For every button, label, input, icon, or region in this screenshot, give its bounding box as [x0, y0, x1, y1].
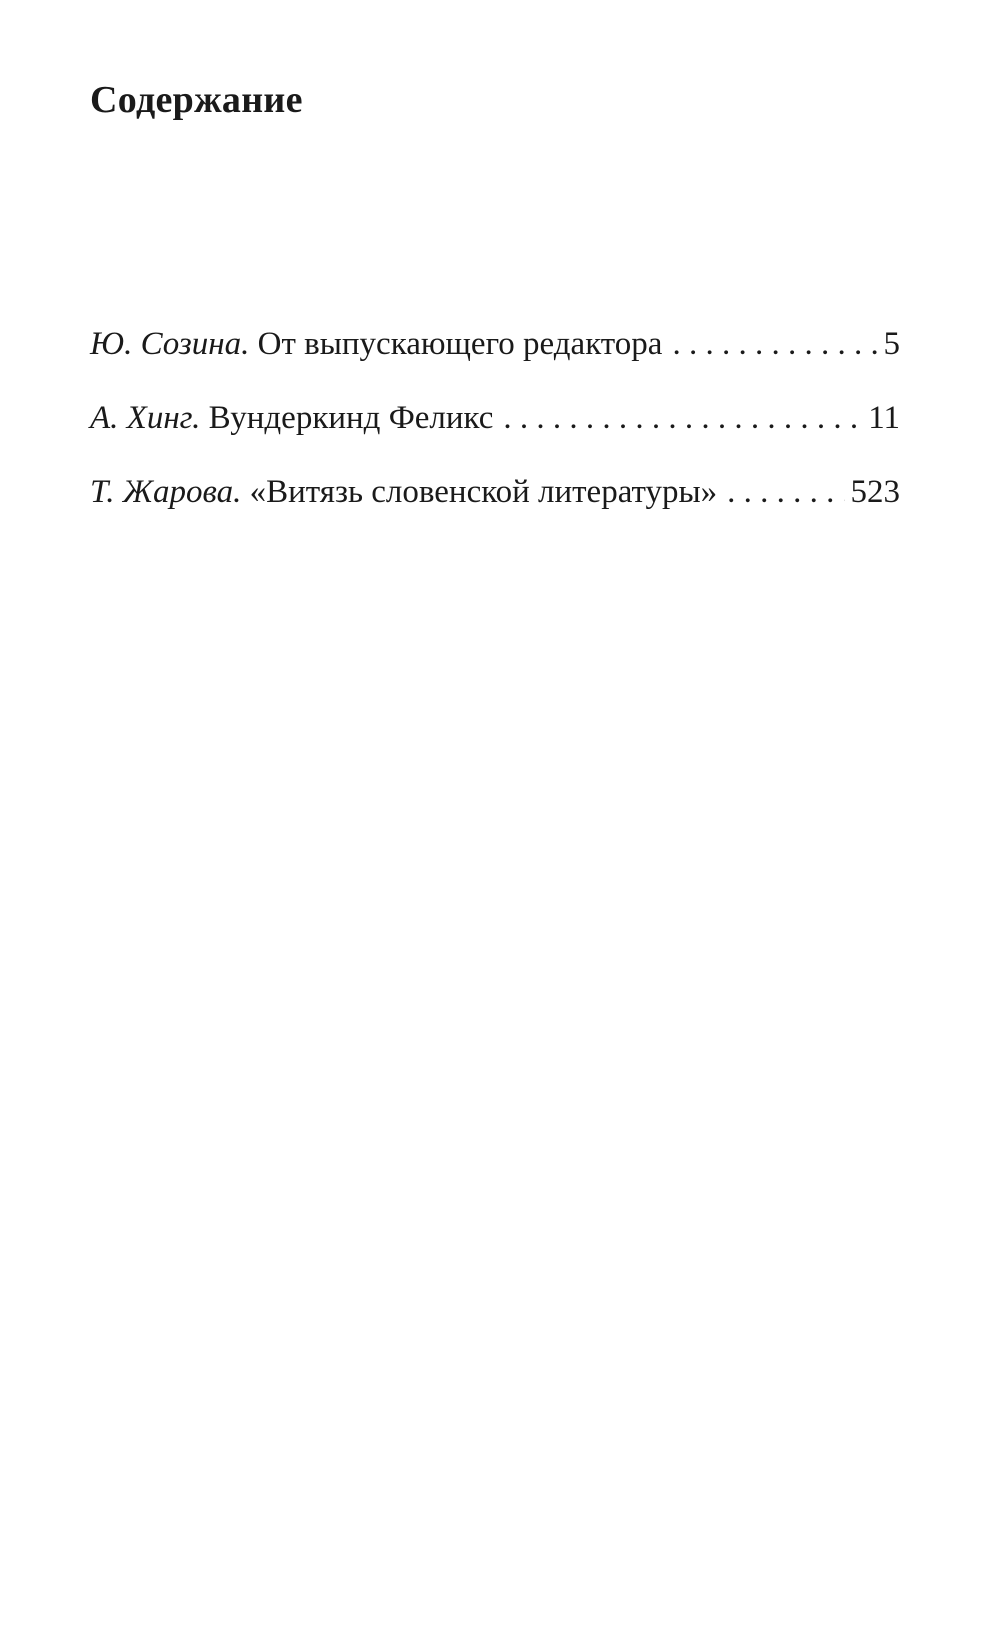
toc-entry [90, 325, 900, 399]
toc-title: От выпускающего редактора [257, 326, 663, 362]
toc-leader-dots [727, 473, 844, 513]
toc-leader-dots [503, 399, 862, 439]
toc-leader-dots [672, 325, 877, 365]
toc-page-number: 11 [868, 400, 900, 436]
toc-entry [90, 473, 900, 547]
toc-author: Т. Жарова. [90, 474, 242, 510]
toc-page-number: 523 [850, 474, 900, 510]
toc-title: Вундеркинд Феликс [208, 400, 494, 436]
table-of-contents [90, 325, 900, 547]
toc-page-number: 5 [883, 326, 900, 362]
toc-author: А. Хинг. [90, 400, 201, 436]
toc-entry [90, 399, 900, 473]
toc-title: «Витязь словенской литературы» [249, 474, 718, 510]
page-title: Содержание [90, 79, 303, 121]
toc-author: Ю. Созина. [90, 326, 250, 362]
